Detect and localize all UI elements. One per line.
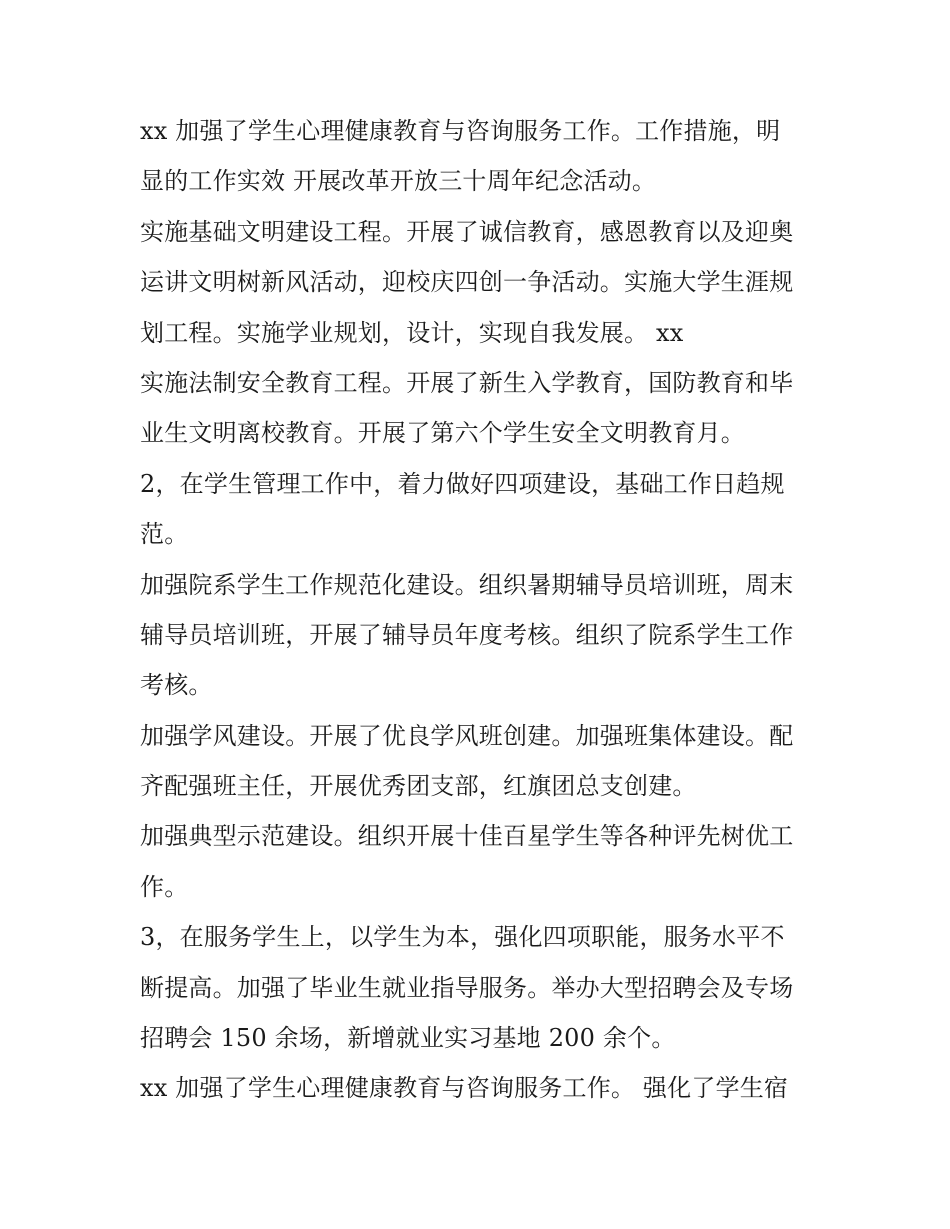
text-line-20: xx 加强了学生心理健康教育与咨询服务工作。 强化了学生宿 [140, 1074, 789, 1103]
text-line-11: 辅导员培训班，开展了辅导员年度考核。组织了院系学生工作 [140, 620, 794, 649]
text-line-16: 作。 [140, 872, 189, 901]
text-line-18: 断提高。加强了毕业生就业指导服务。举办大型招聘会及专场 [140, 973, 794, 1002]
text-line-3: 实施基础文明建设工程。开展了诚信教育，感恩教育以及迎奥 [140, 217, 794, 246]
text-line-15: 加强典型示范建设。组织开展十佳百星学生等各种评先树优工 [140, 822, 794, 851]
text-line-14: 齐配强班主任，开展优秀团支部，红旗团总支创建。 [140, 772, 697, 801]
text-line-13: 加强学风建设。开展了优良学风班创建。加强班集体建设。配 [140, 721, 794, 750]
text-line-6: 实施法制安全教育工程。开展了新生入学教育，国防教育和毕 [140, 368, 794, 397]
text-line-4: 运讲文明树新风活动，迎校庆四创一争活动。实施大学生涯规 [140, 268, 794, 297]
text-line-8: 2，在学生管理工作中，着力做好四项建设，基础工作日趋规 [140, 469, 785, 498]
text-line-2: 显的工作实效 开展改革开放三十周年纪念活动。 [140, 167, 657, 196]
text-line-9: 范。 [140, 520, 189, 549]
document-body [140, 106, 830, 1114]
text-line-5: 划工程。实施学业规划，设计，实现自我发展。 xx [140, 318, 684, 347]
text-line-7: 业生文明离校教育。开展了第六个学生安全文明教育月。 [140, 419, 745, 448]
text-line-1: xx 加强了学生心理健康教育与咨询服务工作。工作措施，明 [140, 117, 781, 145]
text-line-10: 加强院系学生工作规范化建设。组织暑期辅导员培训班，周末 [140, 570, 794, 599]
text-line-17: 3，在服务学生上，以学生为本，强化四项职能，服务水平不 [140, 923, 785, 952]
text-line-19: 招聘会 150 余场，新增就业实习基地 200 余个。 [140, 1024, 676, 1053]
text-line-12: 考核。 [140, 671, 213, 700]
